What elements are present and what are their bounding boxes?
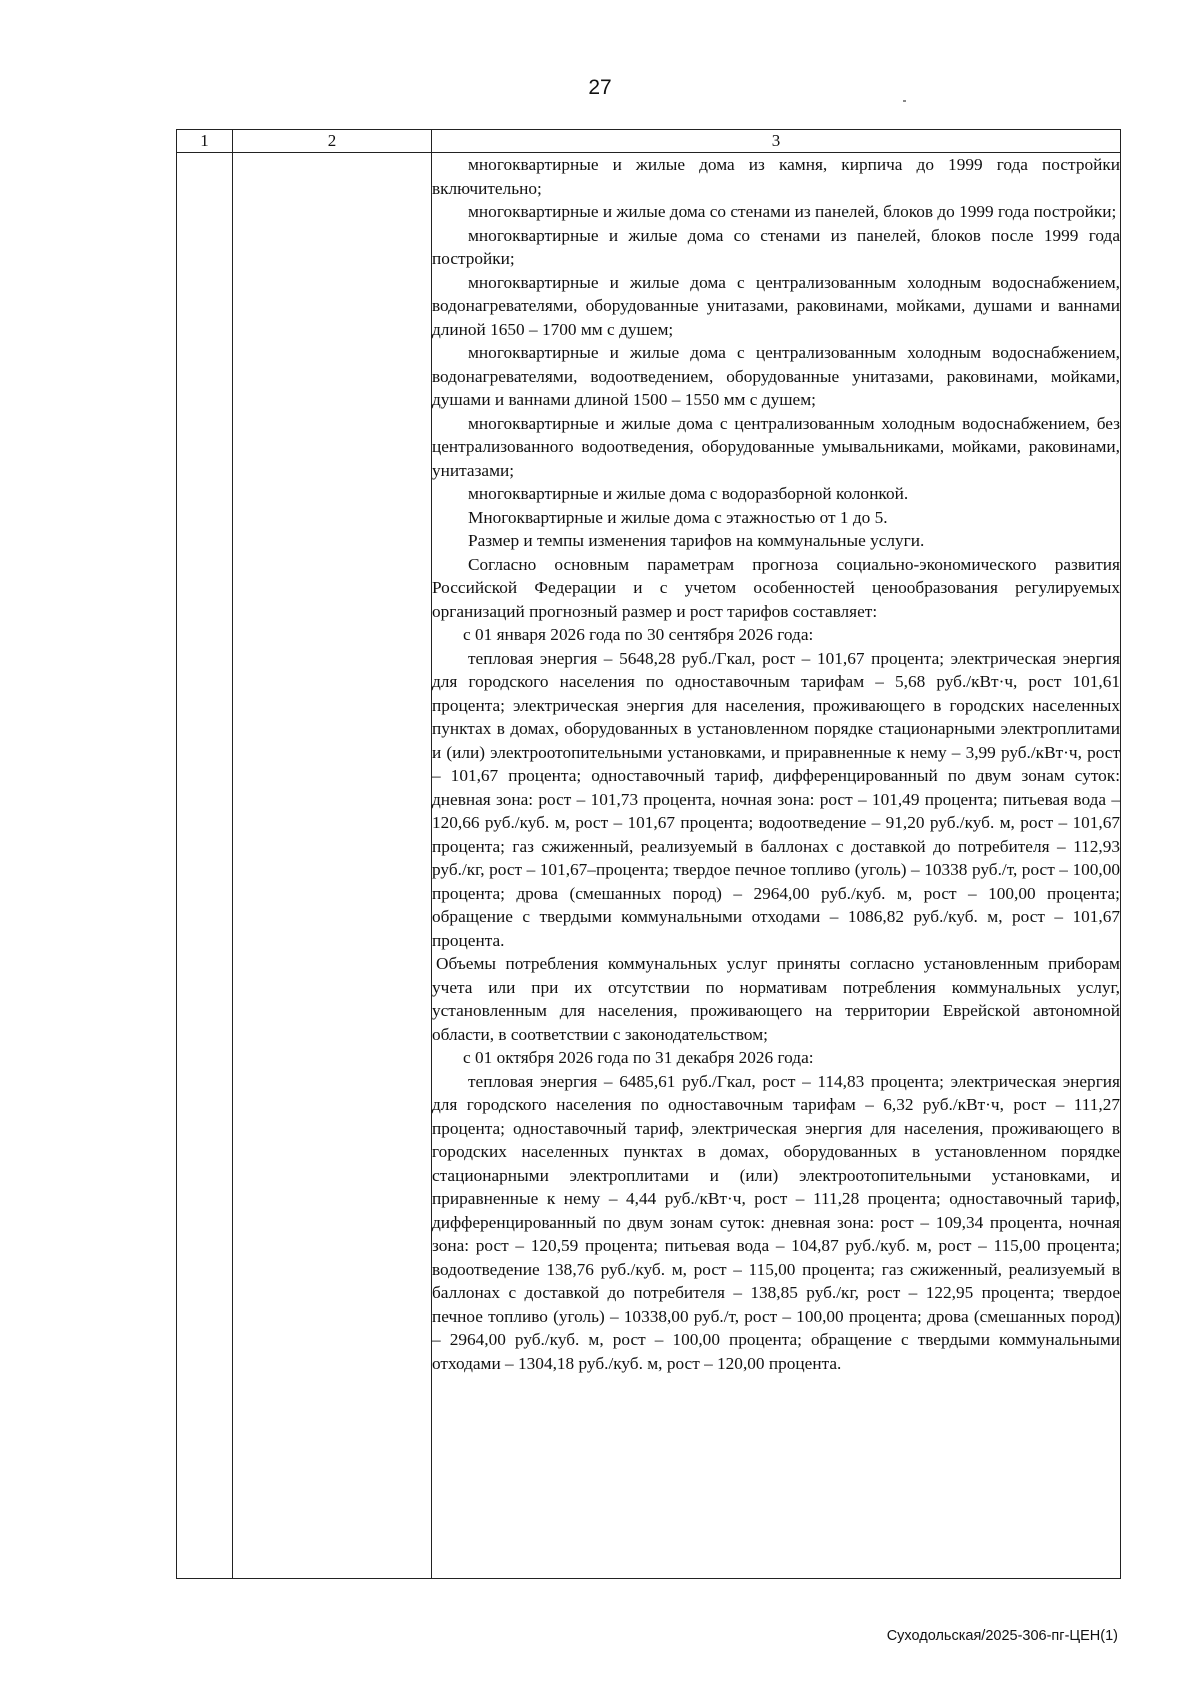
paragraph-consumption-volumes: Объемы потребления коммунальных услуг приняты согласно установленным приборам учета или при их отсутствии по нормативам потребления коммунальных услуг, установленным для населения, проживающего на территории Еврейской автономной области, в соответствии с законодательством; bbox=[432, 954, 1120, 1044]
column-1-cell bbox=[177, 153, 233, 1579]
column-header-3: 3 bbox=[432, 130, 1121, 153]
paragraph-stone-brick-houses: многоквартирные и жилые дома из камня, кирпича до 1999 года постройки включительно; bbox=[432, 155, 1120, 198]
paragraph-forecast-intro: Согласно основным параметрам прогноза социально-экономического развития Российской Федерации и с учетом особенностей ценообразования регулируемых организаций прогнозный размер и рост тарифов составляет: bbox=[432, 554, 1120, 621]
page-number: 27 bbox=[588, 76, 612, 99]
scan-speck bbox=[903, 100, 906, 102]
paragraph-period-1: с 01 января 2026 года по 30 сентября 2026 года: bbox=[463, 625, 814, 644]
paragraph-cold-water-no-drainage: многоквартирные и жилые дома с централизованным холодным водоснабжением, без централизованного водоотведения, оборудованные умывальниками, мойками, раковинами, унитазами; bbox=[432, 413, 1120, 480]
paragraph-water-column: многоквартирные и жилые дома с водоразборной колонкой. bbox=[468, 484, 909, 503]
paragraph-period-2-tariffs: тепловая энергия – 6485,61 руб./Гкал, рост – 114,83 процента; электрическая энергия для городского населения по одноставочным тарифам – 6,32 руб./кВт·ч, рост – 111,27 процента; одноставочный тариф, электрическая энергия для населения, проживающего в городских населенных пунктах в домах, оборудованных в установленном порядке стационарными электроплитами и (или) электроотопительными установками, и приравненные к нему – 4,44 руб./кВт·ч, рост – 111,28 процента; одноставочный тариф, дифференцированный по двум зонам суток: дневная зона: рост – 109,34 процента, ночная зона: рост – 120,59 процента; питьевая вода – 104,87 руб./куб. м, рост – 115,00 процента; водоотведение 138,76 руб./куб. м, рост – 115,00 процента; газ сжиженный, реализуемый в баллонах с доставкой до потребителя – 138,85 руб./кг, рост – 122,95 процента; твердое печное топливо (уголь) – 10338,00 руб./т, рост – 100,00 процента; дрова (смешанных пород) – 2964,00 руб./куб. м, рост – 100,00 процента; обращение с твердыми коммунальными отходами – 1304,18 руб./куб. м, рост – 120,00 процента. bbox=[432, 1071, 1120, 1373]
table-row bbox=[177, 153, 1121, 1579]
document-code: Суходольская/2025-306-пг-ЦЕН(1) bbox=[886, 1628, 1118, 1644]
document-table bbox=[176, 129, 1121, 1579]
table-header-row bbox=[177, 130, 1121, 153]
paragraph-floors: Многоквартирные и жилые дома с этажностью от 1 до 5. bbox=[468, 507, 888, 527]
paragraph-period-2: с 01 октября 2026 года по 31 декабря 2026 года: bbox=[463, 1048, 814, 1067]
column-2-cell bbox=[233, 153, 432, 1579]
paragraph-panel-houses-after-1999: многоквартирные и жилые дома со стенами из панелей, блоков после 1999 года постройки; bbox=[432, 225, 1120, 268]
column-3-cell bbox=[432, 153, 1121, 1579]
paragraph-cold-water-drainage: многоквартирные и жилые дома с централизованным холодным водоснабжением, водонагревателями, водоотведением, оборудованные унитазами, раковинами, мойками, душами и ваннами длиной 1500 – 1550 мм с душем; bbox=[432, 343, 1120, 409]
paragraph-tariff-heading: Размер и темпы изменения тарифов на коммунальные услуги. bbox=[468, 531, 925, 550]
column-header-1: 1 bbox=[177, 130, 233, 153]
paragraph-period-1-tariffs: тепловая энергия – 5648,28 руб./Гкал, рост – 101,67 процента; электрическая энергия для городского населения по одноставочным тарифам – 5,68 руб./кВт·ч, рост 101,61 процента; электрическая энергия для населения, проживающего в городских населенных пунктах в домах, оборудованных в установленном порядке стационарными электроплитами и (или) электроотопительными установками, и приравненные к нему – 3,99 руб./кВт·ч, рост – 101,67 процента; одноставочный тариф, дифференцированный по двум зонам суток: дневная зона: рост – 101,73 процента, ночная зона: рост – 101,49 процента; питьевая вода – 120,66 руб./куб. м, рост – 101,67 процента; водоотведение – 91,20 руб./куб. м, рост – 101,67 процента; газ сжиженный, реализуемый в баллонах с доставкой до потребителя – 112,93 руб./кг, рост – 101,67–процента; твердое печное топливо (уголь) – 10338 руб./т, рост – 100,00 процента; дрова (смешанных пород) – 2964,00 руб./куб. м, рост – 100,00 процента; обращение с твердыми коммунальными отходами – 1086,82 руб./куб. м, рост – 101,67 процента. bbox=[432, 648, 1120, 950]
column-header-2: 2 bbox=[233, 130, 432, 153]
paragraph-cold-water-heaters: многоквартирные и жилые дома с централизованным холодным водоснабжением, водонагревателями, оборудованные унитазами, раковинами, мойками, душами и ваннами длиной 1650 – 1700 мм с душем; bbox=[432, 272, 1120, 339]
paragraph-panel-houses-before-1999: многоквартирные и жилые дома со стенами из панелей, блоков до 1999 года постройки; bbox=[468, 202, 1117, 221]
